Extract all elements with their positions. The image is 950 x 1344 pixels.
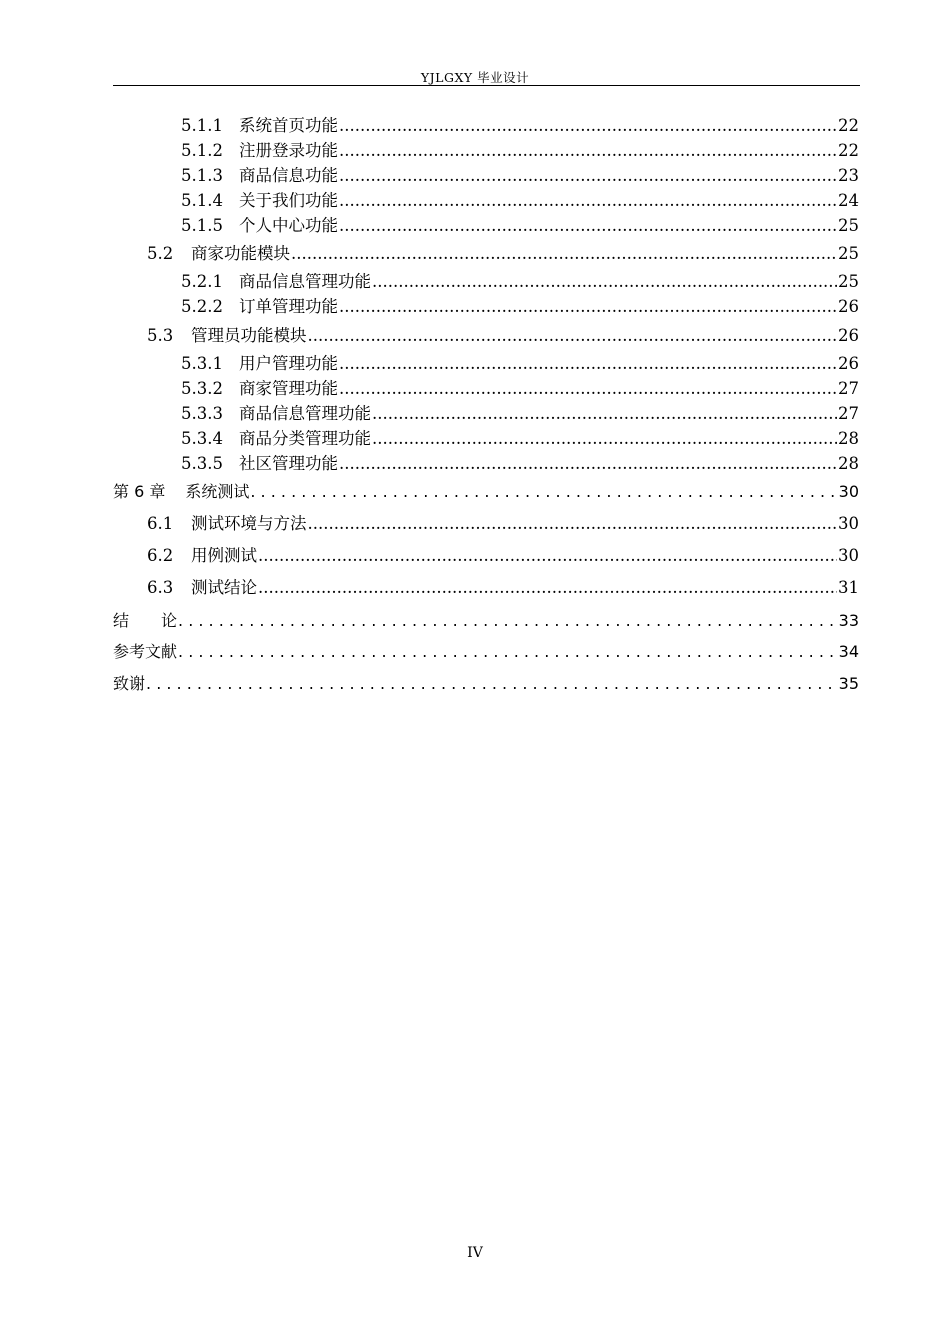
toc-entry[interactable] (0, 215, 859, 237)
toc-dot-leader (339, 353, 837, 375)
toc-dot-leader (339, 115, 837, 137)
toc-dot-leader (258, 577, 837, 599)
toc-entry[interactable] (0, 453, 859, 475)
toc-entry-number: 5.3.4 (181, 429, 223, 448)
toc-entry-title: 致谢 (113, 674, 146, 693)
toc-entry[interactable] (0, 673, 859, 695)
toc-entry-title: 注册登录功能 (239, 141, 338, 160)
toc-entry-page: 34 (838, 642, 859, 661)
toc-entry-title: 参考文献 (113, 642, 178, 661)
toc-entry[interactable] (0, 428, 859, 450)
toc-entry[interactable] (0, 296, 859, 318)
running-header: YJLGXY 毕业设计 (420, 70, 530, 85)
toc-entry-title: 系统测试 (185, 482, 250, 501)
toc-entry[interactable] (0, 610, 859, 632)
toc-entry-title: 个人中心功能 (239, 216, 338, 235)
toc-dot-leader (339, 140, 837, 162)
toc-entry[interactable] (0, 577, 859, 599)
toc-entry-title: 商家功能模块 (191, 244, 290, 263)
toc-entry-page: 26 (838, 354, 859, 373)
toc-dot-leader (339, 190, 837, 212)
toc-entry[interactable] (0, 165, 859, 187)
toc-entry[interactable] (0, 243, 859, 265)
toc-dot-leader (339, 453, 837, 475)
toc-entry-page: 33 (838, 611, 859, 630)
toc-entry-title: 商品信息管理功能 (239, 404, 371, 423)
toc-entry-page: 35 (838, 674, 859, 693)
toc-entry-title: 测试环境与方法 (191, 514, 307, 533)
toc-entry-page: 25 (838, 244, 859, 263)
toc-entry-number: 5.3.3 (181, 404, 223, 423)
toc-dot-leader (339, 378, 837, 400)
toc-entry-page: 28 (838, 454, 859, 473)
toc-entry-number: 5.3.5 (181, 454, 223, 473)
toc-entry-page: 26 (838, 326, 859, 345)
toc-entry-number: 5.1.4 (181, 191, 223, 210)
toc-entry-title: 管理员功能模块 (191, 326, 307, 345)
toc-entry-page: 31 (838, 578, 859, 597)
toc-entry[interactable] (0, 513, 859, 535)
toc-entry-page: 22 (838, 116, 859, 135)
toc-dot-leader (372, 428, 837, 450)
toc-entry[interactable] (0, 190, 859, 212)
toc-entry-number: 5.1.1 (181, 116, 223, 135)
toc-entry-page: 23 (838, 166, 859, 185)
toc-entry-number: 6.1 (147, 514, 174, 533)
toc-entry-number: 5.3.1 (181, 354, 223, 373)
toc-entry-page: 27 (838, 379, 859, 398)
toc-entry-title: 测试结论 (191, 578, 257, 597)
toc-entry[interactable] (0, 403, 859, 425)
toc-entry-number: 5.2 (147, 244, 174, 263)
toc-entry-number: 6.2 (147, 546, 174, 565)
toc-entry-page: 27 (838, 404, 859, 423)
toc-entry-title: 用户管理功能 (239, 354, 338, 373)
toc-entry-number: 5.3.2 (181, 379, 223, 398)
toc-entry[interactable] (0, 140, 859, 162)
toc-entry-title: 用例测试 (191, 546, 257, 565)
toc-dot-leader (291, 243, 837, 265)
toc-dot-leader (372, 403, 837, 425)
toc-dot-leader (146, 673, 838, 695)
toc-entry-number: 第 6 章 (113, 482, 166, 501)
toc-entry-page: 24 (838, 191, 859, 210)
toc-entry-title: 社区管理功能 (239, 454, 338, 473)
toc-entry[interactable] (0, 641, 859, 663)
toc-dot-leader (258, 545, 837, 567)
toc-entry[interactable] (0, 481, 859, 503)
toc-dot-leader (339, 296, 837, 318)
toc-entry-title: 订单管理功能 (239, 297, 338, 316)
toc-entry[interactable] (0, 378, 859, 400)
toc-entry-number: 5.2.2 (181, 297, 223, 316)
toc-entry[interactable] (0, 545, 859, 567)
toc-entry[interactable] (0, 115, 859, 137)
toc-entry-number: 5.3 (147, 326, 174, 345)
toc-entry-title: 商品信息管理功能 (239, 272, 371, 291)
toc-entry-page: 25 (838, 216, 859, 235)
toc-entry-page: 28 (838, 429, 859, 448)
toc-entry-page: 30 (838, 546, 859, 565)
toc-dot-leader (372, 271, 837, 293)
toc-entry-page: 26 (838, 297, 859, 316)
toc-entry-page: 25 (838, 272, 859, 291)
toc-entry-number: 6.3 (147, 578, 174, 597)
toc-dot-leader (178, 610, 838, 632)
toc-dot-leader (308, 513, 838, 535)
toc-dot-leader (339, 165, 837, 187)
toc-entry[interactable] (0, 325, 859, 347)
toc-dot-leader (339, 215, 837, 237)
page-number: IV (467, 1245, 483, 1261)
toc-entry-number: 5.1.2 (181, 141, 223, 160)
toc-entry-number: 5.2.1 (181, 272, 223, 291)
toc-dot-leader (178, 641, 838, 663)
toc-entry-title: 商品分类管理功能 (239, 429, 371, 448)
header-rule (113, 85, 860, 86)
toc-entry-title: 商家管理功能 (239, 379, 338, 398)
toc-entry[interactable] (0, 271, 859, 293)
toc-entry-title: 系统首页功能 (239, 116, 338, 135)
toc-entry-number: 5.1.3 (181, 166, 223, 185)
toc-entry-page: 22 (838, 141, 859, 160)
toc-entry-title: 商品信息功能 (239, 166, 338, 185)
toc-entry[interactable] (0, 353, 859, 375)
toc-entry-page: 30 (838, 482, 859, 501)
toc-entry-title: 结 论 (113, 611, 178, 630)
toc-dot-leader (308, 325, 838, 347)
toc-entry-title: 关于我们功能 (239, 191, 338, 210)
toc-entry-number: 5.1.5 (181, 216, 223, 235)
toc-entry-page: 30 (838, 514, 859, 533)
toc-dot-leader (250, 481, 837, 503)
